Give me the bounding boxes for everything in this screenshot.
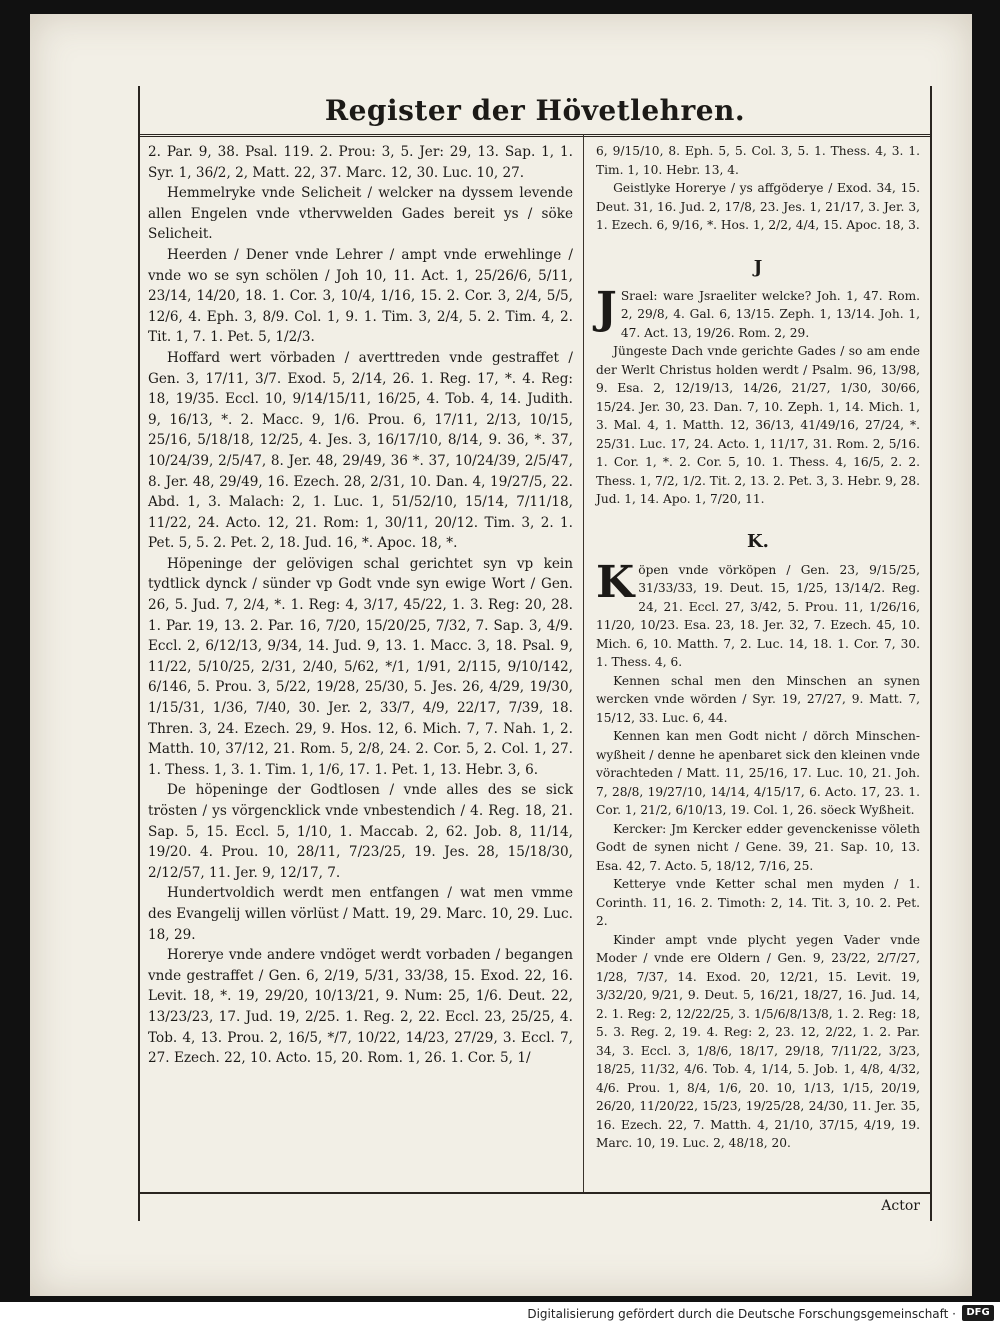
section-letter-k: K.: [747, 530, 769, 552]
entry-paragraph: Hemmelryke vnde Selicheit / welcker na dyssem levende allen Engelen vnde vthervwelden Gades bereit ys / söke Selicheit.: [148, 185, 573, 243]
page-paper: [30, 14, 972, 1296]
header-rule: [140, 134, 930, 137]
entry-paragraph: Geistlyke Horerye / ys affgöderye / Exod. 34, 15. Deut. 31, 16. Jud. 2, 17/8, 23. Jes. 1, 21/17, 3. Jer. 3, 1. Ezech. 6, 9/16, *. Hos. 1, 2/2, 4/4, 15. Apoc. 18, 3.: [596, 181, 920, 232]
entry-paragraph: Hundertvoldich werdt men entfangen / wat men vmme des Evangelij willen vörlüst / Matt. 19, 29. Marc. 10, 29. Luc. 18, 29.: [148, 885, 573, 943]
entry-paragraph: 2. Par. 9, 38. Psal. 119. 2. Prou: 3, 5. Jer: 29, 13. Sap. 1, 1. Syr. 1, 36/2, 2, Matt. 22, 37. Marc. 12, 30. Luc. 10, 27.: [148, 144, 573, 181]
entry-paragraph: Hoffard wert vörbaden / averttreden vnde gestraffet / Gen. 3, 17/11, 3/7. Exod. 5, 2/14, 26. 1. Reg. 17, *. 4. Reg: 18, 19/35. Eccl. 10, 9/14/15/11, 16/25, 4. Tob. 4, 14. Judith. 9, 16/13, *. 2. Macc. 9, 1/6. Prou. 6, 17/11, 2/13, 10/15, 25/16, 5/18/18, 12/25, 4. Jes. 3, 16/17/10, 8/14, 9. 36, *. 37, 10/24/39, 2/5/47, 8. Jer. 48, 29/49, 36 *. 37, 10/24/39, 2/5/47, 8. Jer. 48, 29/49, 16. Ezech. 28, 2/31, 10. Dan. 4, 19/27/5, 22. Abd. 1, 3. Malach: 2, 1. Luc. 1, 51/52/10, 15/14, 7/11/18, 11/22, 24. Acto. 12, 21. Rom: 1, 30/11, 20/12. Tim. 3, 2. 1. Pet. 5, 5. 2. Pet. 2, 18. Jud. 16, *. Apoc. 18, *.: [148, 349, 573, 552]
right-column: [596, 142, 920, 1153]
entry-paragraph: Heerden / Dener vnde Lehrer / ampt vnde erwehlinge / vnde wo se syn schölen / Joh 10, 11. Act. 1, 25/26/6, 5/11, 23/14, 14/20, 18. 1. Cor. 3, 10/4, 1/16, 15. 2. Cor. 3, 2/4, 5/5, 12/6, 4. Eph. 3, 8/9. Col. 1, 9. 1. Tim. 3, 2/4, 5. 2. Tim. 4, 2. Tit. 1, 7. 1. Pet. 5, 1/2/3.: [148, 246, 573, 346]
entry-text: Srael: ware Jsraeliter welcke? Joh. 1, 47. Rom. 2, 29/8, 4. Gal. 6, 13/15. Zeph. 1, 13/14. Joh. 1, 47. Act. 13, 19/26. Rom. 2, 29.: [620, 288, 920, 340]
column-divider: [583, 134, 584, 1194]
dfg-logo-icon: DFG: [962, 1305, 994, 1321]
entry-paragraph: Horerye vnde andere vndöget werdt vorbaden / begangen vnde gestraffet / Gen. 6, 2/19, 5/31, 33/38, 15. Exod. 22, 16. Levit. 18, *. 19, 29/20, 10/13/21, 9. Num: 25, 1/6. Deut. 22, 13/23/23, 17. Jud. 19, 2/25. 1. Reg. 2, 22. Eccl. 23, 25/25, 4. Tob. 4, 13. Prou. 2, 16/5, */7, 10/22, 14/23, 27/29, 3. Eccl. 7, 27. Ezech. 22, 10. Acto. 15, 20. Rom. 1, 26. 1. Cor. 5, 1/: [148, 947, 573, 1067]
entry-text: öpen vnde vörköpen / Gen. 23, 9/15/25, 31/33/33, 19. Deut. 15, 1/25, 13/14/2. Reg. 24, 21. Eccl. 27, 3/42, 5. Prou. 11, 1/26/16, 11/20, 10/23. Esa. 23, 18. Jer. 32, 7. Ezech. 45, 10. Mich. 6, 10. Matth. 7, 2. Luc. 14, 18. 1. Cor. 7, 30. 1. Thess. 4, 6.: [596, 562, 920, 669]
catchword: Actor: [881, 1198, 920, 1214]
page-title: Register der Hövetlehren.: [324, 94, 746, 127]
section-letter-i: J: [753, 256, 763, 278]
entry-paragraph: [596, 282, 920, 343]
entry-paragraph: 6, 9/15/10, 8. Eph. 5, 5. Col. 3, 5. 1. Thess. 4, 3. 1. Tim. 1, 10. Hebr. 13, 4.: [596, 144, 920, 177]
entry-paragraph: Kercker: Jm Kercker edder gevenckenisse völeth Godt de synen nicht / Gene. 39, 21. Sap. 10, 13. Esa. 42, 7. Acto. 5, 18/12, 7/16, 25.: [596, 821, 920, 873]
page-frame: [138, 86, 932, 1221]
footer-bar: [0, 1302, 1000, 1326]
entry-paragraph: De höpeninge der Godtlosen / vnde alles des se sick trösten / ys vörgencklick vnde vnbestendich / 4. Reg. 18, 21. Sap. 5, 15. Eccl. 5, 1/10, 1. Maccab. 2, 62. Job. 8, 11/14, 19/20. 4. Prou. 10, 28/11, 7/23/25, 19. Jes. 28, 15/18/30, 2/12/57, 11. Jer. 9, 12/17, 7.: [148, 782, 573, 881]
entry-paragraph: Kennen kan men Godt nicht / dörch Minschen-wyßheit / denne he apenbaret sick den kleinen vnde vörachteden / Matt. 11, 25/16, 17. Luc. 10, 21. Joh. 7, 28/8, 19/27/10, 14/14, 4/15/17, 6. Acto. 17, 23. 1. Cor. 1, 21/2, 6/10/13, 19. Col. 1, 26. söeck Wyßheit.: [596, 729, 920, 817]
drop-cap-i: J: [596, 282, 617, 334]
funding-credit: Digitalisierung gefördert durch die Deutsche Forschungsgemeinschaft ·: [527, 1307, 956, 1321]
left-column: [148, 142, 573, 1069]
drop-cap-k: K: [596, 556, 635, 608]
bottom-rule: [140, 1192, 930, 1194]
entry-paragraph: Höpeninge der gelövigen schal gerichtet syn vp kein tydtlick dynck / sünder vp Godt vnde syn ewige Wort / Gen. 26, 5. Jud. 7, 2/4, *. 1. Reg: 4, 3/17, 45/22, 1. 3. Reg: 20, 28. 1. Par. 19, 13. 2. Par. 16, 7/20, 15/20/25, 7/32, 7. Sap. 3, 4/9. Eccl. 2, 6/12/13, 9/34, 14. Jud. 9, 13. 1. Macc. 3, 18. Psal. 9, 11/22, 5/10/25, 2/31, 2/40, 5/62, */1, 1/91, 2/115, 9/10/142, 6/146, 5. Prou. 3, 5/22, 19/28, 25/30, 5. Jes. 26, 4/29, 19/30, 1/15/31, 1/36, 7/40, 30. Jer. 2, 33/7, 4/9, 22/17, 7/39, 18. Thren. 3, 24. Ezech. 29, 9. Hos. 12, 6. Mich. 7, 7. Nah. 1, 2. Matth. 10, 37/12, 21. Rom. 5, 2/8, 24. 2. Cor. 5, 2. Col. 1, 27. 1. Thess. 1, 3. 1. Tim. 1, 1/6, 17. 1. Pet. 1, 13. Hebr. 3, 6.: [148, 555, 573, 778]
entry-paragraph: Kennen schal men den Minschen an synen wercken vnde wörden / Syr. 19, 27/27, 9. Matt. 7, 15/12, 33. Luc. 6, 44.: [596, 673, 920, 725]
entry-paragraph: Ketterye vnde Ketter schal men myden / 1. Corinth. 11, 16. 2. Timoth: 2, 14. Tit. 3, 10. 2. Pet. 2.: [596, 877, 920, 928]
entry-paragraph: Kinder ampt vnde plycht yegen Vader vnde Moder / vnde ere Oldern / Gen. 9, 23/22, 2/7/27, 1/28, 7/37, 14. Exod. 20, 12/21, 15. Levit. 19, 3/32/20, 9/21, 9. Deut. 5, 16/21, 18/27, 16. Jud. 14, 2. 1. Reg: 2, 12/22/25, 3. 1/5/6/8/13/8, 1. 2. Reg: 18, 5. 3. Reg. 2, 19. 4. Reg: 2, 23. 12, 2/22, 1. 2. Par. 34, 3. Eccl. 3, 1/8/6, 18/17, 29/18, 7/11/22, 3/23, 18/25, 11/32, 4/6. Tob. 4, 1/14, 5. Job. 1, 4/8, 4/32, 4/6. Prou. 1, 8/4, 1/6, 20. 10, 1/13, 1/15, 20/19, 26/20, 11/20/22, 15/23, 19/25/28, 24/30, 11. Jer. 35, 16. Ezech. 22, 7. Matth. 4, 21/10, 37/15, 4/19, 19. Marc. 10, 19. Luc. 2, 48/18, 20.: [596, 932, 920, 1150]
entry-paragraph: [596, 556, 920, 672]
entry-paragraph: Jüngeste Dach vnde gerichte Gades / so am ende der Werlt Christus holden werdt / Psalm. 96, 13/98, 9. Esa. 2, 12/19/13, 14/26, 21/27, 1/30, 30/66, 15/24. Jer. 30, 23. Dan. 7, 10. Zeph. 1, 14. Mich. 1, 3. Mal. 4, 1. Matth. 12, 36/13, 41/49/16, 27/24, *. 25/31. Luc. 17, 24. Acto. 1, 11/17, 31. Rom. 2, 5/16. 1. Cor. 1, *. 2. Cor. 5, 10. 1. Thess. 4, 16/5, 2. 2. Thess. 1, 7/2, 1/2. Tit. 2, 13. 2. Pet. 3, 3. Hebr. 9, 28. Jud. 1, 14. Apo. 1, 7/20, 11.: [596, 344, 920, 506]
